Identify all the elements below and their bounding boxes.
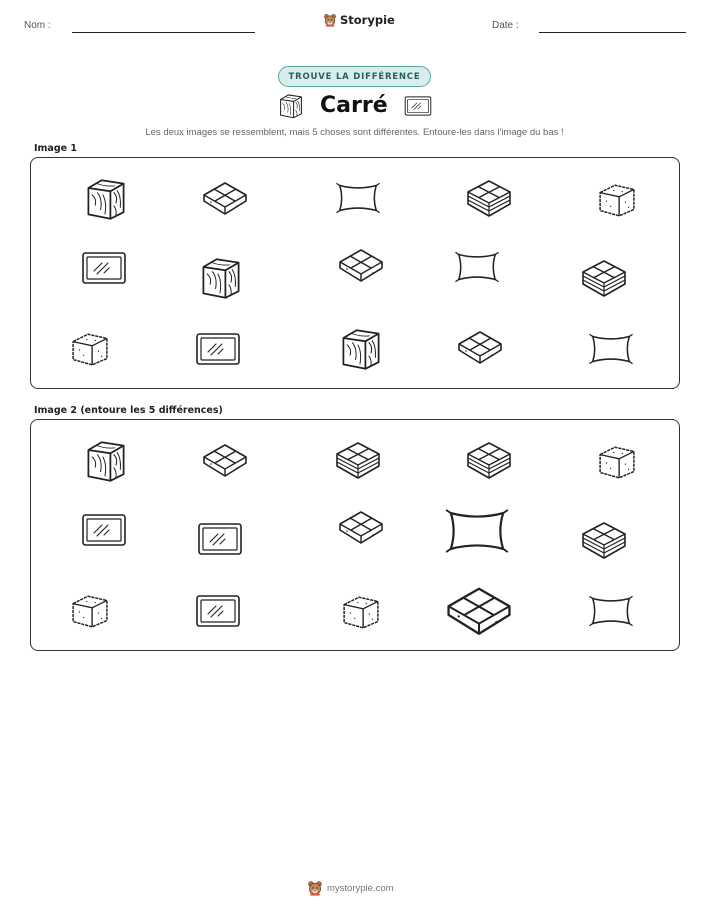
date-label: Date :	[492, 20, 519, 31]
pillow-icon	[588, 331, 634, 367]
wood-box-icon	[339, 327, 383, 371]
cushion-icon	[337, 246, 385, 286]
frame-icon	[195, 332, 241, 366]
cushion-icon[interactable]	[444, 583, 514, 641]
wood-box-icon	[278, 93, 304, 119]
footer	[307, 880, 394, 896]
stacked-cushion-icon[interactable]	[465, 439, 513, 481]
image1-label: Image 1	[34, 143, 78, 154]
name-label: Nom :	[24, 20, 51, 31]
wood-box-icon[interactable]	[84, 439, 128, 483]
brand-logo	[323, 13, 395, 27]
brand-name: Storypie	[340, 13, 395, 27]
image2-label: Image 2 (entoure les 5 différences)	[34, 405, 223, 416]
bear-logo-icon	[307, 880, 323, 896]
pillow-icon[interactable]	[444, 506, 510, 556]
stacked-cushion-icon[interactable]	[580, 519, 628, 561]
sugar-cube-icon[interactable]	[68, 592, 112, 630]
cushion-icon	[456, 328, 504, 368]
frame-icon[interactable]	[195, 594, 241, 628]
pillow-icon	[335, 180, 381, 216]
cushion-icon[interactable]	[337, 508, 385, 548]
frame-icon[interactable]	[197, 522, 243, 556]
worksheet-badge: TROUVE LA DIFFÉRENCE	[278, 66, 431, 87]
wood-box-icon	[84, 177, 128, 221]
frame-icon	[81, 251, 127, 285]
name-line[interactable]	[72, 32, 255, 33]
footer-site[interactable]: mystorypie.com	[327, 882, 394, 894]
pillow-icon[interactable]	[588, 593, 634, 629]
stacked-cushion-icon[interactable]	[334, 439, 382, 481]
frame-icon	[404, 95, 432, 117]
sugar-cube-icon	[595, 181, 639, 219]
cushion-icon	[201, 179, 249, 219]
sugar-cube-icon[interactable]	[595, 443, 639, 481]
image2-panel[interactable]	[30, 419, 680, 651]
wood-box-icon	[199, 256, 243, 300]
sugar-cube-icon[interactable]	[339, 593, 383, 631]
image1-panel	[30, 157, 680, 389]
frame-icon[interactable]	[81, 513, 127, 547]
pillow-icon	[454, 249, 500, 285]
bear-logo-icon	[323, 13, 337, 27]
date-line[interactable]	[539, 32, 686, 33]
sugar-cube-icon	[68, 330, 112, 368]
cushion-icon[interactable]	[201, 441, 249, 481]
stacked-cushion-icon	[465, 177, 513, 219]
instructions: Les deux images se ressemblent, mais 5 choses sont différentes. Entoure-les dans l'image du bas !	[145, 127, 564, 138]
stacked-cushion-icon	[580, 257, 628, 299]
title-row	[0, 93, 709, 121]
page-title: Carré	[320, 93, 388, 118]
